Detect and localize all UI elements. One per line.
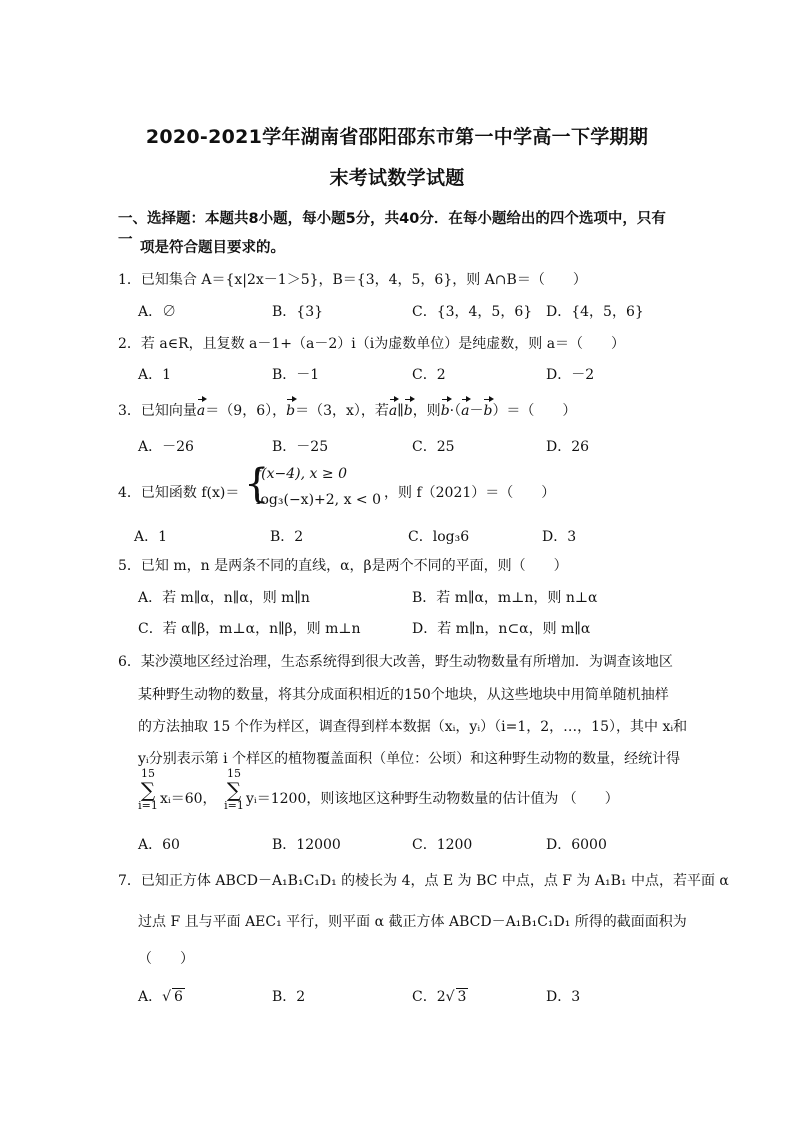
- section-heading-line1: 一、选择题：本题共8小题，每小题5分，共40分．在每小题给出的四个选项中，只有一: [118, 211, 666, 248]
- q3-option-b: B．－25: [272, 439, 329, 455]
- q3-option-c: C．25: [412, 439, 455, 455]
- q4-case2: log₃(−x)+2, x < 0: [256, 492, 382, 508]
- vector-b: b: [286, 403, 296, 419]
- q1-option-a: A．∅: [138, 304, 177, 320]
- q1-option-b: B．{3}: [272, 304, 324, 320]
- q7-option-a-radicand: 6: [174, 989, 183, 1005]
- vector-a: a: [388, 403, 398, 419]
- vector-b: b: [440, 403, 450, 419]
- q3-mid3: ∥: [397, 403, 404, 419]
- q2-option-a: A．1: [138, 367, 172, 383]
- q3-mid6: －: [469, 403, 484, 419]
- q7-line2: 过点 F 且与平面 AEC₁ 平行，则平面 α 截正方体 ABCD－A₁B₁C₁D₁ 所得的截面面积为: [138, 914, 687, 930]
- q7-option-a-label: A．: [138, 989, 163, 1005]
- q7-line3: （ ）: [138, 951, 194, 967]
- q6-line3: 的方法抽取 15 个作为样区，调查得到样本数据（xᵢ，yᵢ）（i=1，2，…，15），其中 xᵢ和: [138, 719, 688, 735]
- q3-option-d: D．26: [546, 439, 590, 455]
- q7-option-c-label: C．2: [412, 989, 446, 1005]
- q5-option-b: B．若 m∥α，m⊥n，则 n⊥α: [412, 590, 598, 606]
- q2-option-c: C．2: [412, 367, 446, 383]
- q3-stem: [118, 400, 576, 420]
- q6-option-c: C．1200: [412, 837, 473, 853]
- q3-mid4: ，则: [412, 403, 441, 419]
- q7-option-d: D．3: [546, 989, 581, 1005]
- q1-option-d: D．{4，5，6}: [546, 304, 644, 320]
- q1-option-c: C．{3，4，5，6}: [412, 304, 533, 320]
- q2-option-b: B．－1: [272, 367, 320, 383]
- q5-option-a: A．若 m∥α，n∥α，则 m∥n: [138, 590, 310, 606]
- q3-pre: 3．已知向量: [118, 403, 197, 419]
- q4-case1: f(x−4), x ≥ 0: [256, 466, 347, 482]
- piecewise-brace: {: [244, 461, 270, 507]
- q4-option-d: D．3: [542, 529, 577, 545]
- q6-sum2: yᵢ＝1200，则该地区这种野生动物数量的估计值为 （ ）: [246, 791, 619, 807]
- q4-post: ，则 f（2021）＝（ ）: [384, 485, 556, 501]
- section-heading-line2: 项是符合题目要求的。: [140, 240, 285, 256]
- q7-option-a: A．√ 6: [138, 989, 183, 1005]
- exam-title-line2: 末考试数学试题: [329, 167, 465, 189]
- q3-mid2: ＝（3，x），若: [295, 403, 389, 419]
- q7-option-c: C．2√ 3: [412, 989, 467, 1005]
- sum-upper-limit: 15: [141, 767, 155, 780]
- q4-pre: 4．已知函数 f(x)＝: [118, 485, 240, 501]
- sum-upper-limit: 15: [227, 767, 241, 780]
- q6-sum1: xᵢ＝60，: [160, 791, 217, 807]
- q7-option-b: B．2: [272, 989, 306, 1005]
- q7-option-c-radicand: 3: [457, 989, 467, 1005]
- sum-lower-limit: i=1: [224, 799, 244, 812]
- q4-option-b: B．2: [270, 529, 304, 545]
- exam-title-line1: 2020-2021学年湖南省邵阳邵东市第一中学高一下学期期: [145, 126, 649, 148]
- q4-option-c: C．log₃6: [408, 529, 470, 545]
- sum-lower-limit: i=1: [138, 799, 158, 812]
- vector-a: a: [196, 403, 206, 419]
- q6-line4: yᵢ分别表示第 i 个样区的植物覆盖面积（单位：公顷）和这种野生动物的数量，经统计得: [138, 751, 681, 767]
- q4-option-a: A．1: [134, 529, 168, 545]
- q3-post: ）＝（ ）: [492, 403, 577, 419]
- sum-symbol-2: 15 ∑ i=1: [224, 767, 244, 812]
- q6-option-a: A．60: [138, 837, 180, 853]
- vector-a: a: [461, 403, 470, 419]
- q6-option-b: B．12000: [272, 837, 341, 853]
- q6-option-d: D．6000: [546, 837, 607, 853]
- q5-option-d: D．若 m∥n，n⊂α，则 m∥α: [412, 621, 591, 637]
- q7-line1: 7．已知正方体 ABCD－A₁B₁C₁D₁ 的棱长为 4，点 E 为 BC 中点，点 F 为 A₁B₁ 中点，若平面 α: [118, 873, 729, 889]
- q3-mid1: ＝（9，6），: [205, 403, 287, 419]
- q3-option-a: A．－26: [138, 439, 194, 455]
- q1-stem: 1．已知集合 A＝{x|2x－1＞5}，B＝{3，4，5，6}，则 A∩B＝（ ）: [118, 272, 587, 288]
- q5-stem: 5．已知 m，n 是两条不同的直线，α，β是两个不同的平面，则（ ）: [118, 558, 568, 574]
- q3-mid5: ·（: [449, 403, 462, 419]
- q2-stem: 2．若 a∈R，且复数 a－1+（a－2）i（i为虚数单位）是纯虚数，则 a＝（ ）: [118, 336, 626, 352]
- q2-option-d: D．－2: [546, 367, 595, 383]
- vector-b: b: [403, 403, 413, 419]
- sum-symbol-1: 15 ∑ i=1: [138, 767, 158, 812]
- q6-line2: 某种野生动物的数量，将其分成面积相近的150个地块，从这些地块中用简单随机抽样: [138, 687, 669, 703]
- q5-option-c: C．若 α∥β，m⊥α，n∥β，则 m⊥n: [138, 621, 361, 637]
- vector-b: b: [483, 403, 493, 419]
- q6-line1: 6．某沙漠地区经过治理，生态系统得到很大改善，野生动物数量有所增加．为调查该地区: [118, 654, 673, 670]
